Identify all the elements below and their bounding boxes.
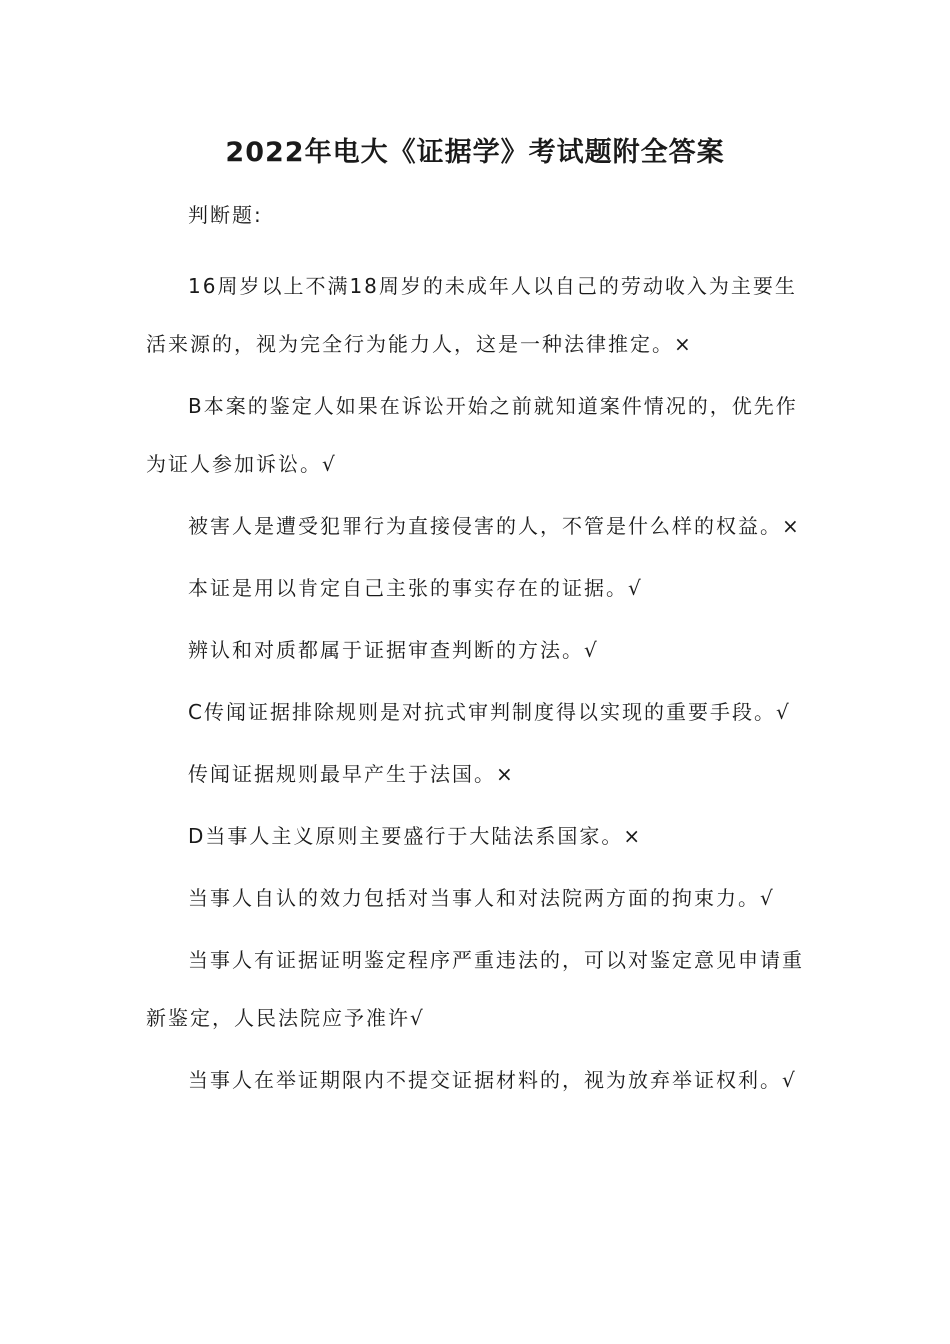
question-item: 当事人有证据证明鉴定程序严重违法的，可以对鉴定意见申请重新鉴定，人民法院应予准许√ xyxy=(146,948,804,1030)
section-label: 判断题: xyxy=(188,203,263,227)
document-body xyxy=(146,195,808,1113)
question-item: 当事人自认的效力包括对当事人和对法院两方面的拘束力。√ xyxy=(188,886,775,910)
question-item: 传闻证据规则最早产生于法国。× xyxy=(188,762,515,786)
question-item: 当事人在举证期限内不提交证据材料的，视为放弃举证权利。√ xyxy=(188,1068,797,1092)
question-item: 被害人是遭受犯罪行为直接侵害的人，不管是什么样的权益。× xyxy=(188,514,801,538)
question-item: C传闻证据排除规则是对抗式审判制度得以实现的重要手段。√ xyxy=(188,700,791,724)
question-item: 辨认和对质都属于证据审查判断的方法。√ xyxy=(188,638,599,662)
question-item: 16周岁以上不满18周岁的未成年人以自己的劳动收入为主要生活来源的，视为完全行为能力人，这是一种法律推定。× xyxy=(146,274,797,356)
question-item: B本案的鉴定人如果在诉讼开始之前就知道案件情况的，优先作为证人参加诉讼。√ xyxy=(146,394,798,476)
question-item: 本证是用以肯定自己主张的事实存在的证据。√ xyxy=(188,576,643,600)
document-title: 2022年电大《证据学》考试题附全答案 xyxy=(225,137,725,168)
question-item: D当事人主义原则主要盛行于大陆法系国家。× xyxy=(188,824,643,848)
